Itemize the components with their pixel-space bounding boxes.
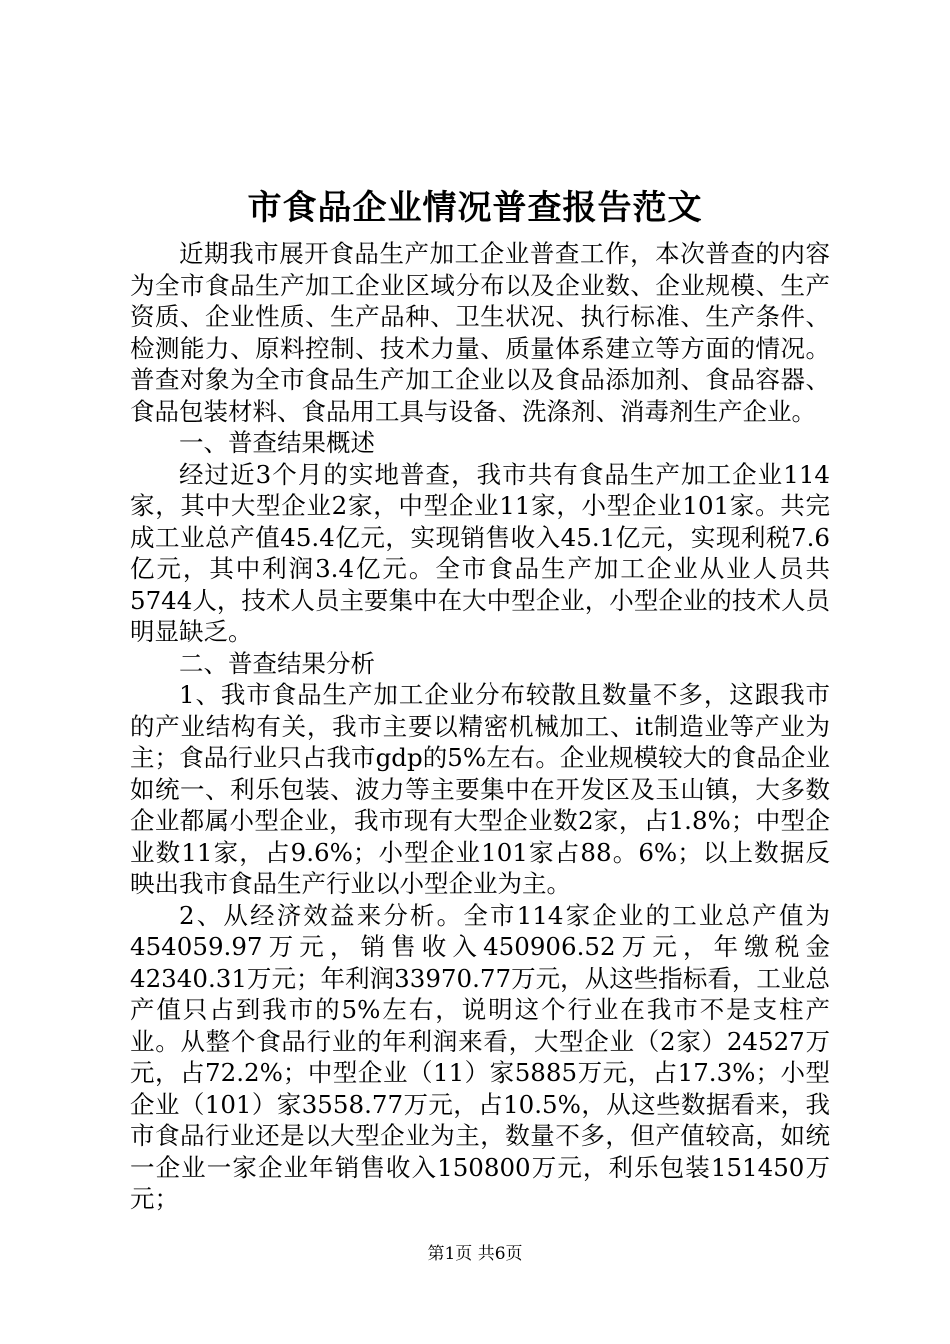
intro-paragraph: 近期我市展开食品生产加工企业普查工作，本次普查的内容为全市食品生产加工企业区域分布以及企业数、企业规模、生产资质、企业性质、生产品种、卫生状况、执行标准、生产条件、检测能力、原料控制、技术力量、质量体系建立等方面的情况。普查对象为全市食品生产加工企业以及食品添加剂、食品容器、食品包装材料、食品用工具与设备、洗涤剂、消毒剂生产企业。 <box>130 239 830 426</box>
analysis-paragraph-2: 2、从经济效益来分析。全市114家企业的工业总产值为454059.97万元，销售收入450906.52万元，年缴税金42340.31万元；年利润33970.77万元，从这些指标看，工业总产值只占到我市的5%左右，说明这个行业在我市不是支柱产业。从整个食品行业的年利润来看，大型企业（2家）24527万元，占72.2%；中型企业（11）家5885万元，占17.3%；小型企业（101）家3558.77万元，占10.5%，从这些数据看来，我市食品行业还是以大型企业为主，数量不多，但产值较高，如统一企业一家企业年销售收入150800万元，利乐包装151450万元； <box>130 900 830 1213</box>
section-heading-analysis: 二、普查结果分析 <box>179 648 375 678</box>
document-body <box>130 238 830 1215</box>
page-footer: 第1页 共6页 <box>427 1244 523 1264</box>
document-title: 市食品企业情况普查报告范文 <box>247 188 703 228</box>
analysis-paragraph-1: 1、我市食品生产加工企业分布较散且数量不多，这跟我市的产业结构有关，我市主要以精密机械加工、it制造业等产业为主；食品行业只占我市gdp的5%左右。企业规模较大的食品企业如统一、利乐包装、波力等主要集中在开发区及玉山镇，大多数企业都属小型企业，我市现有大型企业数2家，占1.8%；中型企业数11家，占9.6%；小型企业101家占88。6%；以上数据反映出我市食品生产行业以小型企业为主。 <box>130 680 830 898</box>
section-heading-overview: 一、普查结果概述 <box>179 428 375 457</box>
overview-paragraph: 经过近3个月的实地普查，我市共有食品生产加工企业114家，其中大型企业2家，中型企业11家，小型企业101家。共完成工业总产值45.4亿元，实现销售收入45.1亿元，实现利税7.6亿元，其中利润3.4亿元。全市食品生产加工企业从业人员共5744人，技术人员主要集中在大中型企业，小型企业的技术人员明显缺乏。 <box>130 459 830 646</box>
